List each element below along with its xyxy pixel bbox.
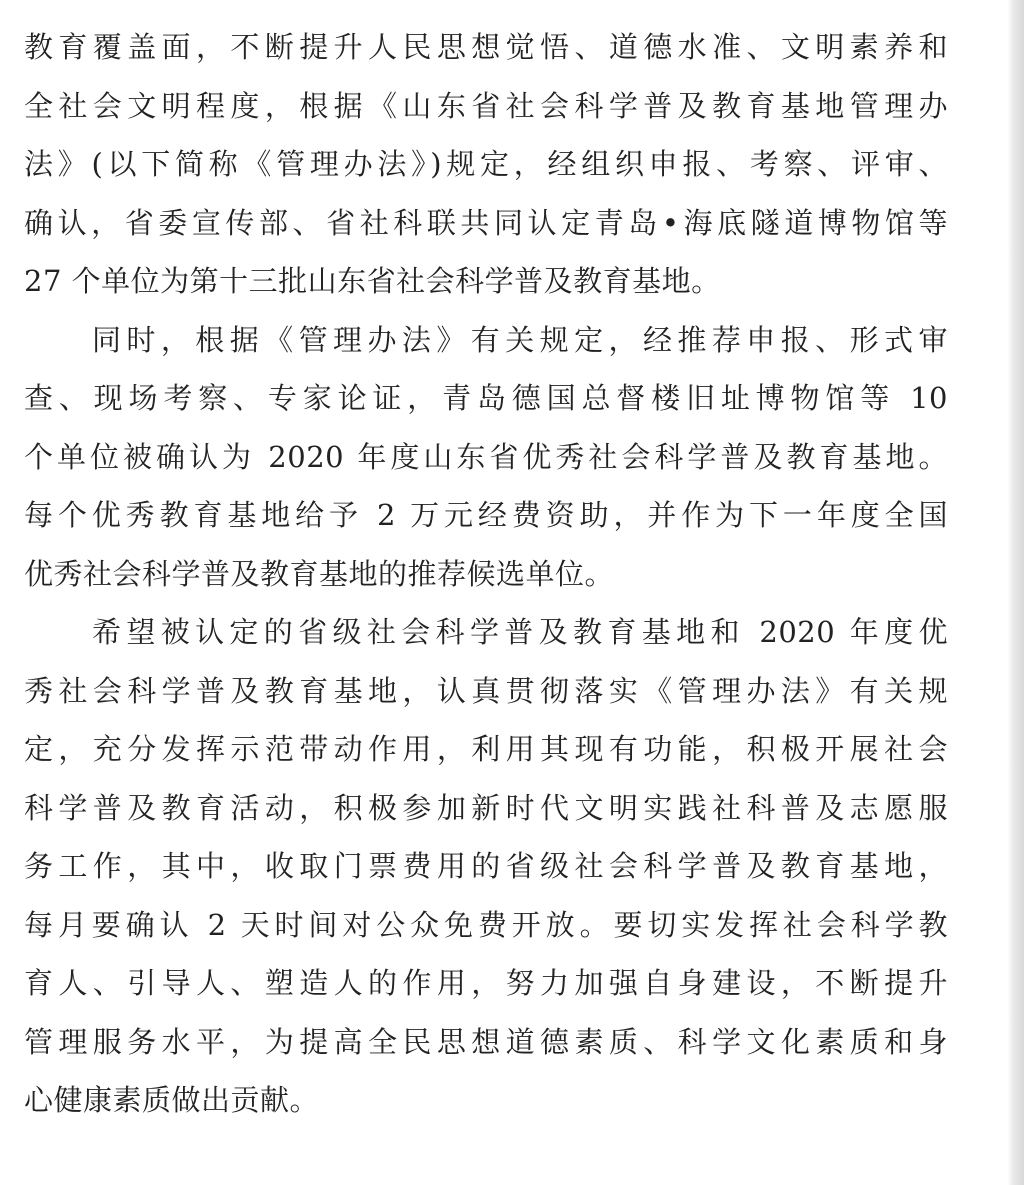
page-edge-shadow	[988, 0, 1024, 1185]
paragraph-3-line-7: 育人、引导人、塑造人的作用，努力加强自身建设，不断提升	[24, 966, 948, 1000]
paragraph-1-line-4: 确认，省委宣传部、省社科联共同认定青岛•海底隧道博物馆等	[24, 205, 948, 240]
paragraph-1-line-2: 全社会文明程度，根据《山东省社会科学普及教育基地管理办	[24, 88, 948, 123]
paragraph-1-line-3: 法》(以下简称《管理办法》)规定，经组织申报、考察、评审、	[24, 147, 948, 181]
paragraph-1-line-1: 教育覆盖面，不断提升人民思想觉悟、道德水准、文明素养和	[24, 30, 948, 64]
paragraph-2-line-1: 同时，根据《管理办法》有关规定，经推荐申报、形式审	[92, 322, 948, 357]
paragraph-3-line-2: 秀社会科学普及教育基地，认真贯彻落实《管理办法》有关规	[24, 673, 948, 708]
paragraph-1-line-5: 27 个单位为第十三批山东省社会科学普及教育基地。	[24, 264, 721, 298]
paragraph-3-line-5: 务工作，其中，收取门票费用的省级社会科学普及教育基地，	[24, 849, 948, 883]
paragraph-3-line-6: 每月要确认 2 天时间对公众免费开放。要切实发挥社会科学教	[24, 907, 948, 942]
document-body	[24, 18, 948, 1130]
paragraph-2-line-5: 优秀社会科学普及教育基地的推荐候选单位。	[24, 556, 615, 591]
paragraph-2-line-2: 查、现场考察、专家论证，青岛德国总督楼旧址博物馆等 10	[24, 381, 948, 415]
paragraph-2-line-3: 个单位被确认为 2020 年度山东省优秀社会科学普及教育基地。	[24, 439, 948, 474]
paragraph-3-line-4: 科学普及教育活动，积极参加新时代文明实践社科普及志愿服	[24, 790, 948, 825]
paragraph-2-line-4: 每个优秀教育基地给予 2 万元经费资助，并作为下一年度全国	[24, 498, 948, 532]
paragraph-3-line-8: 管理服务水平，为提高全民思想道德素质、科学文化素质和身	[24, 1024, 948, 1059]
paragraph-3-line-1: 希望被认定的省级社会科学普及教育基地和 2020 年度优	[92, 615, 948, 649]
paragraph-3-line-9: 心健康素质做出贡献。	[24, 1083, 320, 1117]
paragraph-3-line-3: 定，充分发挥示范带动作用，利用其现有功能，积极开展社会	[24, 732, 948, 766]
